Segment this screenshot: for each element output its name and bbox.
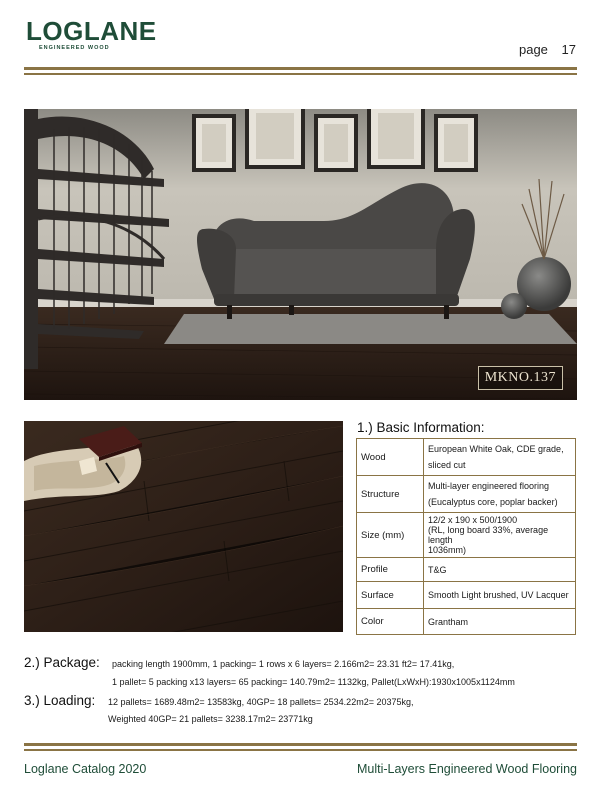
info-value-line: 12/2 x 190 x 500/1900 [428,515,518,525]
info-value [424,582,576,609]
loading-line-2: Weighted 40GP= 21 pallets= 3238.17m2= 23771kg [108,714,313,724]
info-key: Surface [357,582,424,609]
footer-product-line: Multi-Layers Engineered Wood Flooring [356,762,577,776]
floor-detail-photo [24,421,343,632]
brand-name: LOGLANE [26,16,157,46]
info-key: Structure [357,476,424,513]
info-value [424,558,576,582]
package-title: 2.) Package: [24,655,100,670]
info-key: Color [357,609,424,635]
page-number: 17 [561,42,576,57]
header-rule-bottom [24,73,577,75]
basic-info-title: 1.) Basic Information: [357,420,485,435]
page-indicator [519,42,576,57]
info-value-line: Grantham [428,616,469,627]
info-value [424,609,576,635]
info-row [357,476,576,513]
model-number-badge: MKNO.137 [478,366,563,390]
brand-logo [26,18,157,51]
loading-line-1: 12 pallets= 1689.48m2= 13583kg, 40GP= 18 pallets= 2534.22m2= 20375kg, [108,697,414,707]
footer-catalog-name: Loglane Catalog 2020 [24,762,147,776]
info-row [357,513,576,558]
header-rule-top [24,67,577,70]
package-line-2: 1 pallet= 5 packing x13 layers= 65 packing= 140.79m2= 1132kg, Pallet(LxWxH):1930x1005x1124mm [112,677,515,687]
info-row [357,609,576,635]
info-key: Size (mm) [357,513,424,558]
info-value [424,513,576,558]
info-value [424,476,576,513]
info-value-line: Multi-layer engineered flooring [428,481,550,491]
info-value-line: sliced cut [428,460,466,470]
package-line-1: packing length 1900mm, 1 packing= 1 rows x 6 layers= 2.166m2= 23.31 ft2= 17.41kg, [112,659,455,669]
info-value-line: (Eucalyptus core, poplar backer) [428,497,558,507]
info-row [357,582,576,609]
footer-rule-bottom [24,749,577,751]
room-scene-photo [24,109,577,400]
info-value [424,439,576,476]
loading-title: 3.) Loading: [24,693,96,708]
page-label: page [518,42,548,57]
info-value-line: T&G [428,564,447,575]
info-value-line: European White Oak, CDE grade, [428,444,564,454]
footer-rule-top [24,743,577,746]
info-key: Profile [357,558,424,582]
info-value-line: (RL, long board 33%, average length [428,525,549,545]
info-value-line: Smooth Light brushed, UV Lacquer [428,590,569,600]
basic-info-table [356,438,576,635]
info-row [357,439,576,476]
info-key: Wood [357,439,424,476]
info-value-line: 1036mm) [428,545,467,555]
info-row [357,558,576,582]
brand-tagline: ENGINEERED WOOD [39,45,110,51]
